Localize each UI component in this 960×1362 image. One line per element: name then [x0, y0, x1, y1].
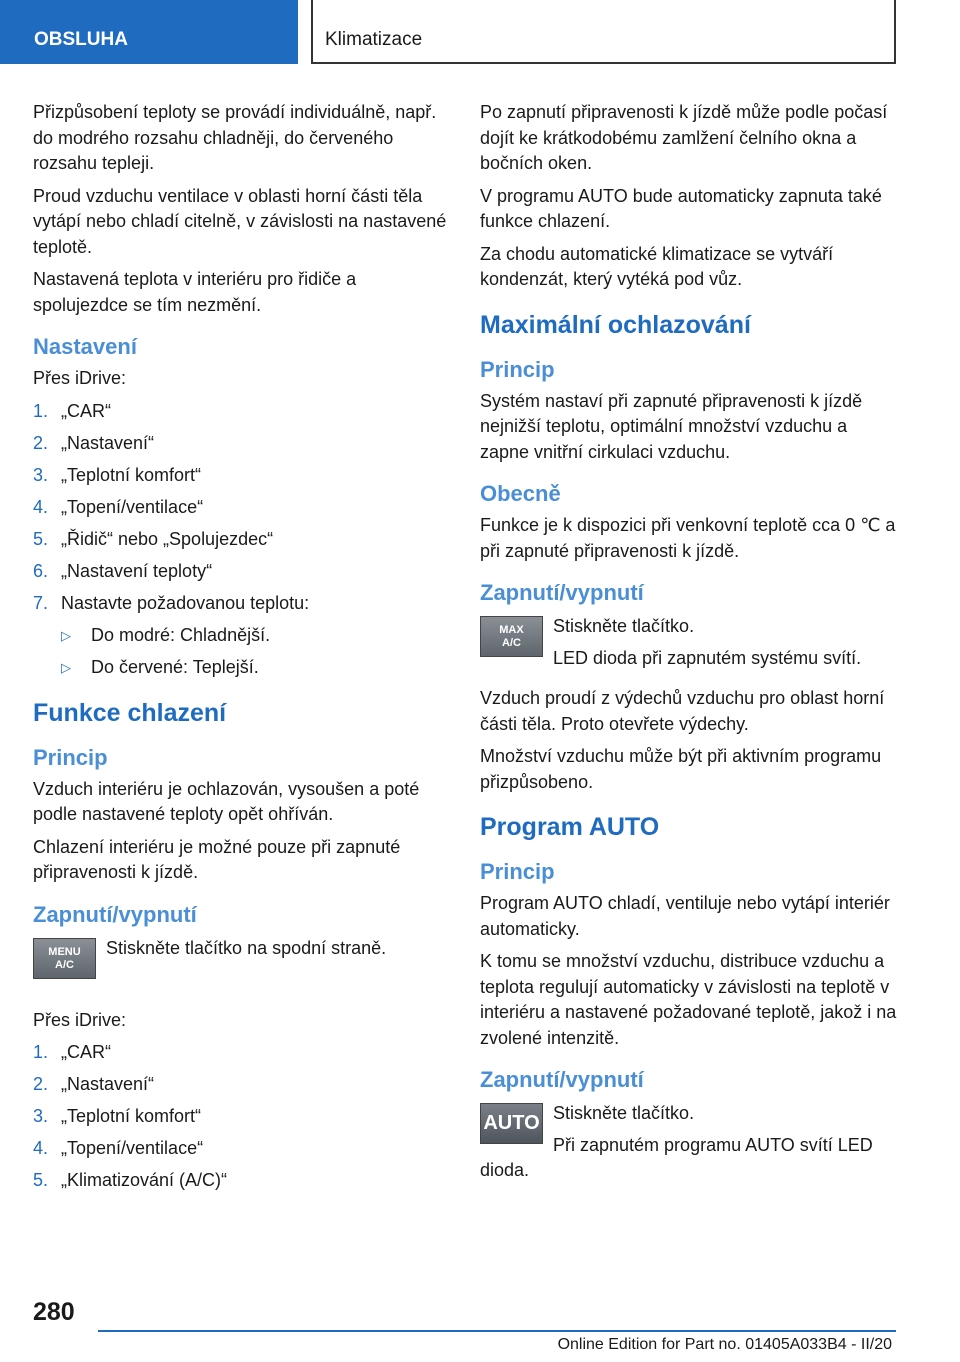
heading-nastaveni: Nastavení [33, 334, 137, 359]
max-ac-button-row [480, 614, 898, 678]
heading-funkce-chlazeni: Funkce chlazení [33, 698, 227, 727]
heading-zapnuti: Zapnutí/vypnutí [480, 1067, 644, 1092]
footer-divider [98, 1330, 896, 1332]
paragraph: Přes iDrive: [33, 368, 127, 388]
list-item: 4. „Topení/ventilace“ [33, 1138, 204, 1158]
heading-zapnuti: Zapnutí/vypnutí [480, 580, 644, 605]
steps-list [33, 1040, 451, 1194]
paragraph: Funkce je k dispozici při venkovní teplotě cca 0 ℃ a při zapnuté připravenosti k jízdě. [480, 515, 896, 561]
max-ac-button-icon: MAX A/C [480, 616, 543, 657]
paragraph: Chlazení interiéru je možné pouze při zapnuté připravenosti k jízdě. [33, 836, 401, 882]
right-column [480, 100, 898, 1192]
paragraph: Přizpůsobení teploty se provádí individuálně, např. do modrého rozsahu chladněji, do červeného rozsahu tepleji. [33, 102, 437, 173]
paragraph: Program AUTO chladí, ventiluje nebo vytápí interiér automaticky. [480, 893, 890, 939]
heading-princip: Princip [33, 744, 108, 770]
paragraph: Vzduch proudí z výdechů vzduchu pro oblast horní části těla. Proto otevřete výdechy. [480, 688, 885, 734]
left-column [33, 100, 451, 1202]
auto-button-row [480, 1101, 898, 1184]
paragraph: Přes iDrive: [33, 1009, 127, 1030]
list-item: 5. „Řidič“ nebo „Spolujezdec“ [33, 528, 274, 549]
heading-princip: Princip [480, 859, 555, 884]
sub-list-item: ▷ Do modré: Chladnější. [61, 623, 451, 649]
list-item: 2. „Nastavení“ [33, 432, 155, 453]
paragraph: Stiskněte tlačítko. [553, 1103, 695, 1123]
steps-list [33, 399, 451, 681]
auto-button-icon: AUTO [480, 1103, 543, 1144]
page-number: 280 [33, 1298, 75, 1326]
sub-list [61, 623, 451, 681]
list-item: 5. „Klimatizování (A/C)“ [33, 1170, 228, 1190]
list-item: 4. „Topení/ventilace“ [33, 496, 204, 517]
sub-list-item: ▷ Do červené: Teplejší. [61, 655, 451, 681]
paragraph: LED dioda při zapnutém systému svítí. [553, 647, 862, 668]
list-item: 2. „Nastavení“ [33, 1074, 155, 1094]
heading-maximalni-ochlazovani: Maximální ochlazování [480, 310, 751, 339]
paragraph: Stiskněte tlačítko na spodní straně. [106, 937, 387, 958]
section-tab: OBSLUHA [0, 0, 298, 64]
list-item: 7. Nastavte požadovanou teplotu: ▷ Do modré: Chladnější. ▷ Do červené: Teplejší. [33, 591, 451, 681]
paragraph: Za chodu automatické klimatizace se vytváří kondenzát, který vytéká pod vůz. [480, 243, 834, 289]
list-item: 1. „CAR“ [33, 400, 111, 421]
paragraph: V programu AUTO bude automaticky zapnuta také funkce chlazení. [480, 185, 882, 231]
heading-princip: Princip [480, 356, 555, 382]
paragraph: Stiskněte tlačítko. [553, 616, 695, 636]
paragraph: Po zapnutí připravenosti k jízdě může podle počasí dojít ke krátkodobému zamlžení čelního okna a bočních oken. [480, 102, 888, 173]
list-item: 3. „Teplotní komfort“ [33, 1106, 202, 1126]
paragraph: Nastavená teplota v interiéru pro řidiče a spolujezdce se tím nezmění. [33, 269, 357, 315]
triangle-bullet-icon: ▷ [61, 628, 71, 643]
paragraph: Množství vzduchu může být při aktivním programu přizpůsobeno. [480, 746, 882, 792]
menu-ac-button-icon: MENU A/C [33, 938, 96, 979]
paragraph: Systém nastaví při zapnuté připravenosti k jízdě nejnižší teplotu, optimální množství vzduchu a zapne vnitřní cirkulaci vzduchu. [480, 390, 863, 462]
page-header-title: Klimatizace [311, 0, 896, 64]
paragraph: Proud vzduchu ventilace v oblasti horní části těla vytápí nebo chladí citelně, v závislosti na nastavené teplotě. [33, 185, 447, 257]
list-item: 3. „Teplotní komfort“ [33, 464, 202, 485]
triangle-bullet-icon: ▷ [61, 660, 71, 675]
menu-ac-button-row [33, 936, 451, 1000]
paragraph: K tomu se množství vzduchu, distribuce vzduchu a teplota regulují automaticky v závislosti na teplotě v interiéru a nastavené požadované teplotě, jakož i na zvolené intenzitě. [480, 951, 897, 1048]
heading-zapnuti: Zapnutí/vypnutí [33, 901, 197, 927]
list-item: 1. „CAR“ [33, 1042, 111, 1062]
heading-program-auto: Program AUTO [480, 813, 660, 841]
heading-obecne: Obecně [480, 481, 561, 506]
paragraph: Při zapnutém programu AUTO svítí LED dioda. [480, 1134, 873, 1180]
list-item: 6. „Nastavení teploty“ [33, 560, 213, 581]
paragraph: Vzduch interiéru je ochlazován, vysoušen a poté podle nastavené teploty opět ohříván. [33, 778, 420, 824]
footer-edition: Online Edition for Part no. 01405A033B4 - II/20 [557, 1336, 892, 1353]
